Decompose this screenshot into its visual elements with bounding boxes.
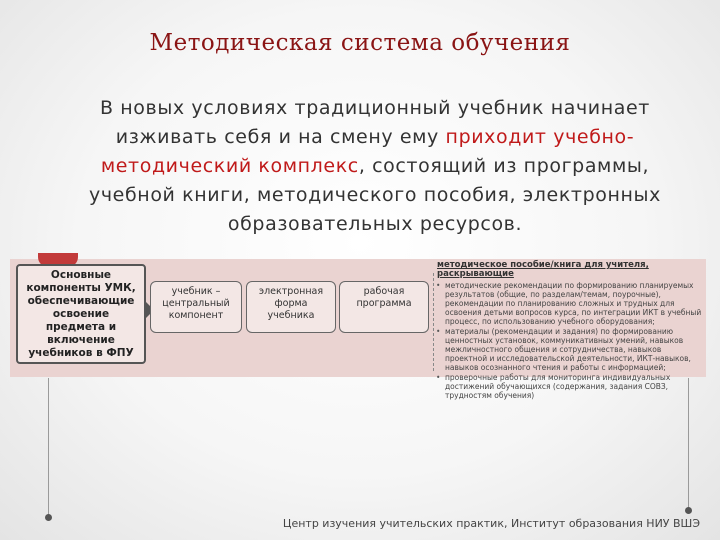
decor-line-left	[48, 378, 49, 516]
component-electronic-form: электронная форма учебника	[246, 281, 336, 333]
component-textbook: учебник – центральный компонент	[150, 281, 242, 333]
slide-footer: Центр изучения учительских практик, Институт образования НИУ ВШЭ	[282, 517, 700, 530]
body-text-part2: , состоящий из программы, учебной книги, методического пособия, электронных образовательных ресурсов.	[89, 155, 661, 235]
body-text-accent: приходит учебно-методический комплекс	[100, 126, 635, 177]
decor-dot-right	[685, 507, 692, 514]
main-components-box: Основные компоненты УМК, обеспечивающие освоение предмета и включение учебников в ФПУ	[16, 264, 146, 364]
teacher-guide-item: • методические рекомендации по формированию планируемых результатов (общие, по разделам/темам, поурочные), рекомендации по планированию сложных и трудных для освоения детьми вопросов курса, по интеграции ИКТ в учебный процесс, по использованию учебного оборудования;	[445, 281, 703, 326]
body-text-part1: В новых условиях традиционный учебник начинает изживать себя и на смену ему	[100, 97, 650, 148]
slide-title: Методическая система обучения	[149, 30, 571, 56]
teacher-guide-item: • материалы (рекомендации и задания) по формированию ценностных установок, коммуникативных умений, навыков межличностного общения и сотрудничества, навыков проектной и исследовательской деятельности, ИКТ-навыков, навыков осознанного чтения и работы с информацией;	[445, 327, 703, 372]
component-work-program: рабочая программа	[339, 281, 429, 333]
teacher-guide-heading: методическое пособие/книга для учителя, раскрывающие	[437, 260, 649, 279]
slide-body-text	[60, 94, 690, 239]
decor-line-right	[688, 378, 689, 510]
teacher-guide-item: • проверочные работы для мониторинга индивидуальных достижений обучающихся (содержания, задания СОВЗ, трудностям обучения)	[445, 373, 703, 400]
umk-diagram	[10, 259, 706, 400]
teacher-guide-list	[433, 281, 703, 400]
teacher-guide-column	[433, 260, 703, 400]
